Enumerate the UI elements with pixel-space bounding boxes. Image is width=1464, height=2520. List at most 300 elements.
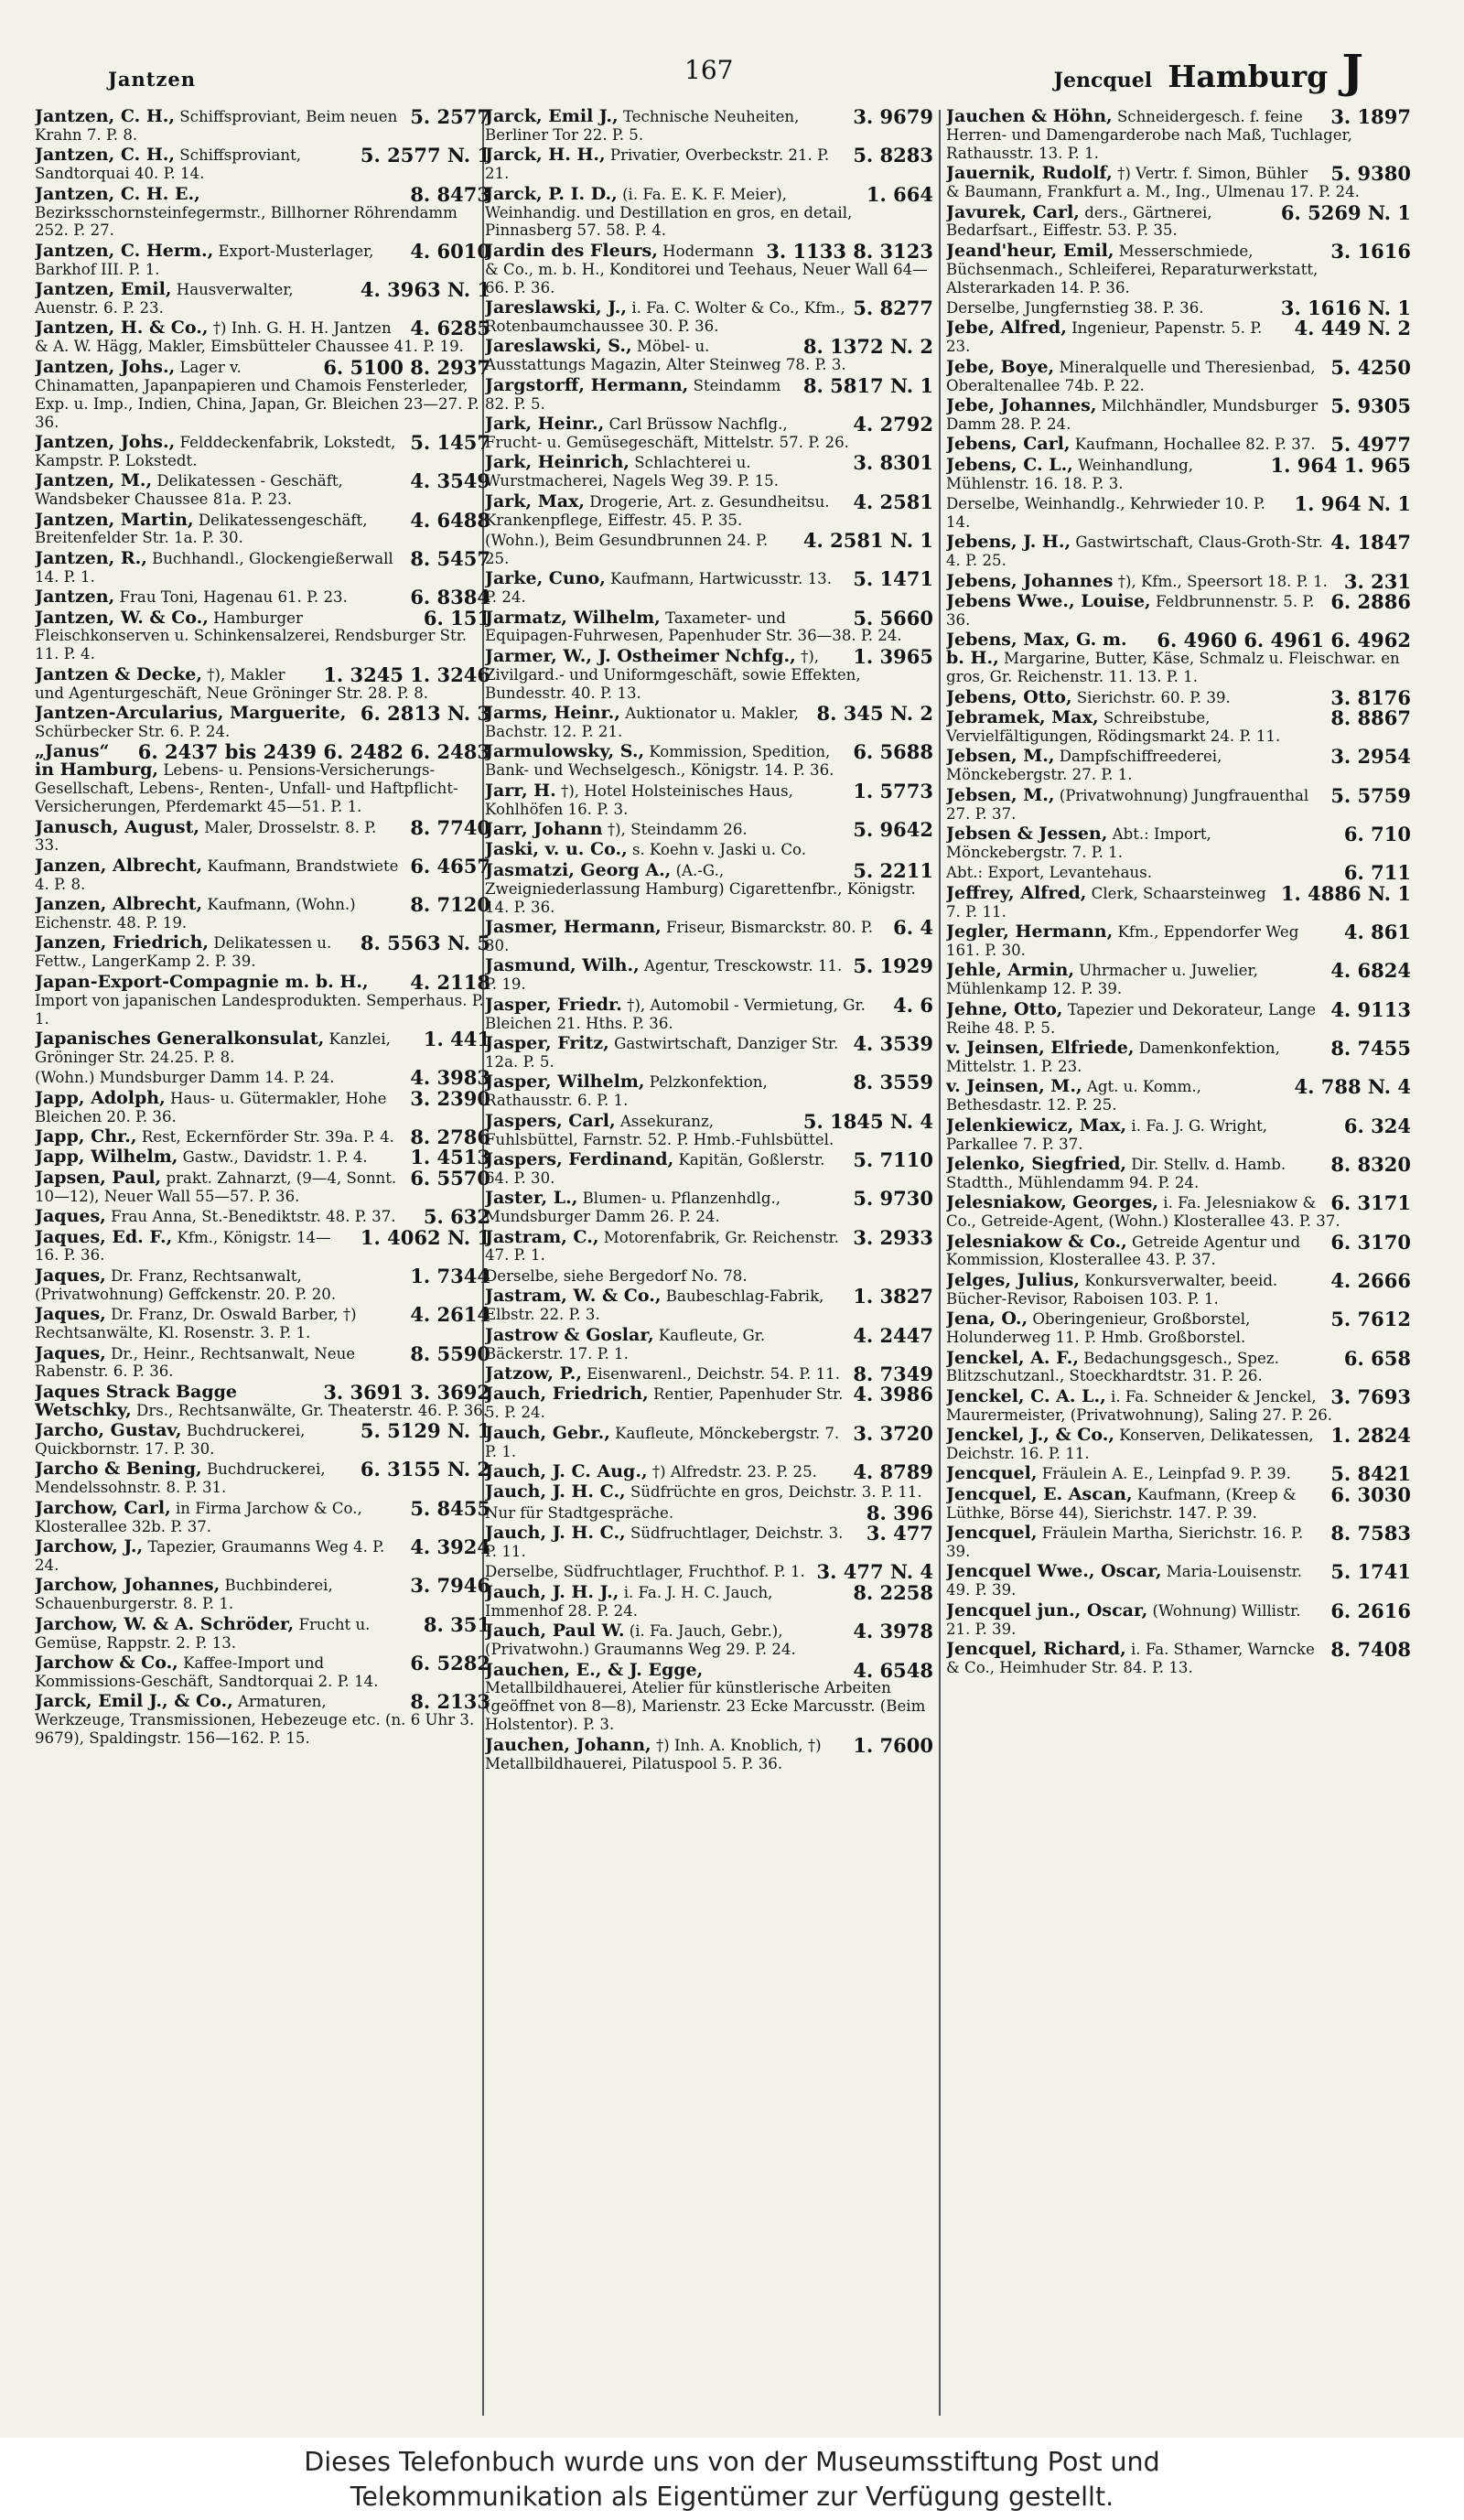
entry-details: Weinhandlung, Mühlenstr. 16. 18. P. 3. bbox=[946, 456, 1194, 492]
entry-name: Jena, O., bbox=[946, 1308, 1028, 1330]
directory-entry bbox=[35, 1225, 490, 1265]
entry-details: Schiffsproviant, Beim neuen Krahn 7. P. 8. bbox=[35, 108, 398, 144]
entry-details: (A.-G., Zweigniederlassung Hamburg) Cigarettenfbr., Königstr. 14. P. 36. bbox=[485, 861, 916, 916]
entry-details: (Wohnung) Willistr. 21. P. 39. bbox=[946, 1601, 1301, 1638]
header-first-name: Jantzen bbox=[108, 68, 197, 91]
directory-entry bbox=[485, 1421, 933, 1461]
entry-name: Janusch, August, bbox=[35, 816, 199, 837]
entry-details: i. Fa. J. H. C. Jauch, Immenhof 28. P. 24. bbox=[485, 1583, 773, 1620]
phone-number: 6. 5570 bbox=[410, 1166, 490, 1190]
phone-number: 6. 151 bbox=[423, 606, 490, 630]
phone-number: 3. 1616 bbox=[1330, 239, 1411, 263]
phone-number: 4. 3986 bbox=[853, 1383, 933, 1406]
entry-details: Gastwirtschaft, Claus-Groth-Str. 4. P. 25. bbox=[946, 533, 1323, 570]
phone-number: 5. 8277 bbox=[853, 296, 933, 320]
phone-number: 8. 396 bbox=[866, 1501, 933, 1524]
directory-entry bbox=[485, 296, 933, 336]
entry-details: prakt. Zahnarzt, (9—4, Sonnt. 10—12), Neuer Wall 55—57. P. 36. bbox=[35, 1168, 397, 1205]
phone-number: 4. 6488 bbox=[410, 508, 490, 532]
phone-number: 4. 9113 bbox=[1330, 997, 1411, 1021]
directory-entry bbox=[35, 1086, 490, 1126]
entry-name: Jebsen, M., bbox=[946, 784, 1055, 805]
directory-entry bbox=[35, 546, 490, 587]
directory-entry bbox=[485, 993, 933, 1033]
directory-entry bbox=[35, 588, 490, 607]
phone-number: 3. 1616 N. 1 bbox=[1280, 296, 1411, 320]
directory-entry bbox=[946, 1462, 1411, 1486]
phone-number: 4. 3539 bbox=[853, 1032, 933, 1055]
entry-name: Jaques, bbox=[35, 1206, 106, 1227]
entry-details: Tapezier und Dekorateur, Lange Reihe 48. P. 5. bbox=[946, 1000, 1317, 1037]
phone-number: 8. 3559 bbox=[853, 1071, 933, 1094]
phone-number: 6. 4 bbox=[893, 916, 933, 940]
directory-entry bbox=[35, 355, 490, 432]
phone-number: 8. 1372 N. 2 bbox=[802, 335, 933, 359]
directory-entry bbox=[946, 433, 1411, 457]
entry-name: Janzen, Friedrich, bbox=[35, 932, 210, 953]
directory-entry bbox=[946, 1482, 1411, 1523]
phone-number: 6. 2886 bbox=[1330, 590, 1411, 614]
phone-number: 6. 5282 bbox=[410, 1652, 490, 1675]
entry-name: Jauchen, Johann, bbox=[485, 1734, 651, 1755]
entry-name: Japp, Adolph, bbox=[35, 1087, 166, 1108]
directory-entry bbox=[485, 818, 933, 842]
directory-entry bbox=[485, 1524, 933, 1561]
entry-details: Nur für Stadtgespräche. bbox=[485, 1503, 674, 1522]
entry-details: Abt.: Import, Mönckebergstr. 7. P. 1. bbox=[946, 825, 1211, 861]
directory-entry bbox=[946, 861, 1411, 885]
entry-name: Jarmatz, Wilhelm, bbox=[485, 607, 661, 628]
phone-number: 4. 6824 bbox=[1330, 959, 1411, 983]
phone-number: 6. 711 bbox=[1343, 861, 1411, 885]
entry-details: Delikatessengeschäft, Breitenfelder Str. 1a. P. 30. bbox=[35, 511, 368, 547]
phone-number: 8. 7455 bbox=[1330, 1037, 1411, 1060]
directory-entry bbox=[35, 1419, 490, 1459]
entry-name: Jastram, C., bbox=[485, 1226, 599, 1247]
directory-entry bbox=[485, 1032, 933, 1072]
entry-name: Jencquel, E. Ascan, bbox=[946, 1483, 1133, 1504]
entry-name: Jebsen & Jessen, bbox=[946, 824, 1108, 845]
directory-entry bbox=[485, 182, 933, 241]
phone-number: 6. 5100 8. 2937 bbox=[323, 355, 490, 379]
entry-details: Taxameter- und Equipagen-Fuhrwesen, Papenhuder Str. 36—38. P. 24. bbox=[485, 608, 902, 645]
directory-entry bbox=[946, 997, 1411, 1038]
header-city: Hamburg bbox=[1168, 59, 1329, 94]
directory-entry bbox=[485, 1323, 933, 1363]
phone-number: 4. 2666 bbox=[1330, 1268, 1411, 1292]
entry-details: Margarine, Butter, Käse, Schmalz u. Fleischwar. en gros, Gr. Reichenstr. 11. 13. P. 1. bbox=[946, 650, 1400, 686]
entry-details: Kaufmann, Hartwicusstr. 13. P. 24. bbox=[485, 570, 832, 607]
entry-details: Dir. Stellv. d. Hamb. Stadtth., Mühlendamm 94. P. 24. bbox=[946, 1155, 1286, 1191]
entry-details: Schlachterei u. Wurstmacherei, Nagels Weg 39. P. 15. bbox=[485, 454, 779, 490]
entry-details: Messerschmiede, Büchsenmach., Schleiferei, Reparaturwerkstatt, Alsterarkaden 14. P. 36. bbox=[946, 242, 1319, 296]
entry-details: Möbel- u. Ausstattungs Magazin, Alter Steinweg 78. P. 3. bbox=[485, 338, 846, 374]
entry-details: Schneidergesch. f. feine Herren- und Damengarderobe nach Maß, Tuchlager, Rathausstr. 13. P. 1. bbox=[946, 108, 1352, 162]
entry-name: Jantzen, Martin, bbox=[35, 509, 194, 530]
directory-entry bbox=[35, 239, 490, 279]
entry-details: Drogerie, Art. z. Gesundheitsu. Krankenpflege, Eiffestr. 45. P. 35. bbox=[485, 492, 830, 529]
entry-details: in Firma Jarchow & Co., Klosterallee 32b. P. 37. bbox=[35, 1499, 362, 1535]
entry-name: Jebens, Johannes bbox=[946, 570, 1114, 591]
directory-entry bbox=[946, 1310, 1411, 1347]
phone-number: 1. 964 N. 1 bbox=[1294, 492, 1411, 516]
phone-number: 8. 7349 bbox=[853, 1362, 933, 1385]
phone-number: 5. 2211 bbox=[853, 858, 933, 882]
directory-entry bbox=[946, 569, 1411, 593]
phone-number: 3. 2390 bbox=[410, 1086, 490, 1110]
directory-entry bbox=[485, 1459, 933, 1483]
phone-number: 3. 2954 bbox=[1330, 745, 1411, 769]
directory-entry bbox=[946, 1424, 1411, 1463]
directory-entry bbox=[35, 1690, 490, 1748]
entry-name: Jarke, Cuno, bbox=[485, 568, 606, 589]
entry-details: Agt. u. Komm., Bethesdastr. 12. P. 25. bbox=[946, 1078, 1201, 1115]
phone-number: 1. 2824 bbox=[1330, 1424, 1411, 1448]
entry-details: Frau Toni, Hagenau 61. P. 23. bbox=[119, 588, 348, 607]
entry-details: Dr. Franz, Dr. Oswald Barber, †) Rechtsanwälte, Kl. Rosenstr. 3. P. 1. bbox=[35, 1306, 357, 1342]
entry-details: Buchdruckerei, Mendelssohnstr. 8. P. 31. bbox=[35, 1460, 326, 1497]
entry-details: Pelzkonfektion, Rathausstr. 6. P. 1. bbox=[485, 1073, 768, 1110]
entry-details: Südfrüchte en gros, Deichstr. 3. P. 11. bbox=[630, 1483, 922, 1502]
entry-details: (Privatwohnung) Jungfrauenthal 27. P. 37. bbox=[946, 786, 1309, 823]
entry-details: Fräulein Martha, Sierichstr. 16. P. 39. bbox=[946, 1524, 1304, 1561]
directory-entry bbox=[485, 1733, 933, 1773]
entry-details: (Wohn.) Mundsburger Damm 14. P. 24. bbox=[35, 1069, 335, 1087]
entry-name: Jarmulowsky, S., bbox=[485, 741, 645, 762]
phone-number: 8. 7583 bbox=[1330, 1522, 1411, 1545]
entry-details: Carl Brüssow Nachflg., Frucht- u. Gemüsegeschäft, Mittelstr. 57. P. 26. bbox=[485, 415, 849, 451]
directory-entry bbox=[485, 841, 933, 859]
entry-name: Jaques, bbox=[35, 1265, 106, 1286]
entry-name: Jarck, P. I. D., bbox=[485, 183, 618, 204]
phone-number: 5. 9642 bbox=[853, 818, 933, 842]
directory-entry bbox=[946, 923, 1411, 960]
entry-details: Derselbe, Südfruchtlager, Fruchthof. P. 1. bbox=[485, 1563, 805, 1581]
directory-entry bbox=[946, 1191, 1411, 1231]
directory-entry bbox=[946, 1346, 1411, 1386]
phone-number: 4. 3983 bbox=[410, 1066, 490, 1090]
entry-name: Jasmer, Hermann, bbox=[485, 917, 662, 938]
directory-entry bbox=[485, 1267, 933, 1286]
directory-entry bbox=[485, 740, 933, 780]
entry-details: i. Fa. J. G. Wright, Parkallee 7. P. 37. bbox=[946, 1116, 1268, 1153]
entry-name: Jantzen, R., bbox=[35, 547, 147, 568]
entry-name: Japanisches Generalkonsulat, bbox=[35, 1028, 325, 1049]
directory-entry bbox=[946, 1524, 1411, 1561]
directory-entry bbox=[946, 783, 1411, 824]
phone-number: 4. 861 bbox=[1343, 921, 1411, 944]
entry-name: Jantzen & Decke, bbox=[35, 663, 202, 684]
phone-number: 8. 7408 bbox=[1330, 1638, 1411, 1662]
footer-line-2: Telekommunikation als Eigentümer zur Verfügung gestellt. bbox=[350, 2482, 1114, 2512]
directory-entry bbox=[946, 959, 1411, 998]
phone-number: 8. 7120 bbox=[410, 893, 490, 917]
header-letter: J bbox=[1341, 44, 1363, 98]
listing-column-1 bbox=[35, 108, 490, 2423]
entry-name: Jauch, J. C. Aug., bbox=[485, 1460, 648, 1481]
entry-name: Jarr, Johann bbox=[485, 819, 603, 840]
phone-number: 8. 7740 bbox=[410, 815, 490, 839]
directory-entry bbox=[485, 1225, 933, 1265]
directory-entry bbox=[485, 373, 933, 414]
entry-details: Damenkonfektion, Mittelstr. 1. P. 23. bbox=[946, 1039, 1280, 1075]
entry-name: Jenckel, C. A. L., bbox=[946, 1385, 1106, 1406]
directory-entry bbox=[946, 1384, 1411, 1425]
directory-entry bbox=[35, 702, 490, 741]
entry-name: Jargstorff, Hermann, bbox=[485, 374, 689, 395]
phone-number: 5. 8455 bbox=[410, 1496, 490, 1520]
phone-number: 8. 2133 bbox=[410, 1690, 490, 1714]
entry-details: s. Koehn v. Jaski u. Co. bbox=[631, 841, 807, 859]
phone-number: 4. 6285 bbox=[410, 317, 490, 340]
entry-details: Oberingenieur, Großborstel, Holunderweg 11. P. Hmb. Großborstel. bbox=[946, 1310, 1251, 1347]
entry-name: Japp, Chr., bbox=[35, 1126, 137, 1147]
phone-number: 4. 6548 bbox=[853, 1658, 933, 1682]
phone-number: 1. 5773 bbox=[853, 779, 933, 802]
listing-column-3 bbox=[946, 108, 1411, 2423]
directory-entry bbox=[946, 1560, 1411, 1599]
entry-details: Derselbe, Weinhandlg., Kehrwieder 10. P. 14. bbox=[946, 495, 1265, 532]
entry-name: Jarchow, J., bbox=[35, 1536, 144, 1557]
entry-name: Jebens, Otto, bbox=[946, 686, 1072, 707]
directory-entry bbox=[485, 1501, 933, 1524]
entry-name: Jebens, J. H., bbox=[946, 532, 1071, 553]
phone-number: 5. 4250 bbox=[1330, 355, 1411, 379]
entry-name: Jasmund, Wilh., bbox=[485, 955, 640, 976]
entry-name: Jark, Heinr., bbox=[485, 414, 605, 434]
entry-name: Janzen, Albrecht, bbox=[35, 894, 203, 915]
entry-details: Kapitän, Goßlerstr. 64. P. 30. bbox=[485, 1150, 825, 1187]
phone-number: 6. 3155 N. 2 bbox=[360, 1458, 490, 1481]
directory-entry bbox=[946, 296, 1411, 320]
entry-details: Frucht u. Gemüse, Rappstr. 2. P. 13. bbox=[35, 1615, 371, 1652]
entry-details: Schiffsproviant, Sandtorquai 40. P. 14. bbox=[35, 146, 302, 183]
directory-entry bbox=[485, 1362, 933, 1385]
phone-number: 8. 8320 bbox=[1330, 1152, 1411, 1176]
phone-number: 6. 4960 6. 4961 6. 4962 bbox=[1157, 629, 1411, 652]
entry-details: Kaufleute, Gr. Bäckerstr. 17. P. 1. bbox=[485, 1326, 766, 1362]
directory-entry bbox=[35, 1654, 490, 1691]
directory-entry bbox=[35, 1341, 490, 1382]
entry-details: Schreibstube, Vervielfältigungen, Rödingsmarkt 24. P. 11. bbox=[946, 709, 1281, 745]
phone-number: 1. 4062 N. 1 bbox=[360, 1225, 490, 1249]
phone-number: 5. 2577 N. 1 bbox=[360, 144, 490, 167]
entry-name: Javurek, Carl, bbox=[946, 201, 1080, 222]
entry-name: Jasmatzi, Georg A., bbox=[485, 859, 672, 880]
entry-name: Jehne, Otto, bbox=[946, 998, 1063, 1019]
directory-entry bbox=[485, 1109, 933, 1149]
directory-entry bbox=[946, 685, 1411, 709]
entry-name: Jencquel, bbox=[946, 1463, 1038, 1484]
entry-name: Jauch, J. H. C., bbox=[485, 1481, 626, 1502]
directory-entry bbox=[946, 745, 1411, 784]
directory-entry bbox=[485, 108, 933, 145]
entry-name: Jardin des Fleurs, bbox=[485, 240, 658, 261]
phone-number: 3. 9679 bbox=[853, 108, 933, 128]
phone-number: 8. 8867 bbox=[1330, 706, 1411, 730]
directory-entry bbox=[946, 162, 1411, 201]
entry-details: Rest, Eckernförder Str. 39a. P. 4. bbox=[141, 1128, 394, 1147]
phone-number: 4. 3978 bbox=[853, 1620, 933, 1643]
entry-name: Jantzen, Emil, bbox=[35, 279, 172, 300]
entry-name: Jarms, Heinr., bbox=[485, 703, 620, 724]
phone-number: 3. 231 bbox=[1343, 569, 1411, 593]
entry-name: Jeand'heur, Emil, bbox=[946, 240, 1114, 261]
page-number: 167 bbox=[684, 55, 734, 85]
directory-entry bbox=[946, 1230, 1411, 1270]
directory-entry bbox=[35, 508, 490, 548]
entry-name: Jelges, Julius, bbox=[946, 1269, 1080, 1290]
phone-number: 4. 8789 bbox=[853, 1459, 933, 1483]
phone-number: 3. 8301 bbox=[853, 451, 933, 475]
entry-details: Kaufmann, Hochallee 82. P. 37. bbox=[1074, 436, 1316, 454]
directory-entry bbox=[485, 335, 933, 374]
directory-entry bbox=[485, 1483, 933, 1502]
directory-entry bbox=[485, 858, 933, 917]
entry-details: Uhrmacher u. Juwelier, Mühlenkamp 12. P. 39. bbox=[946, 962, 1258, 998]
directory-entry bbox=[946, 825, 1411, 862]
phone-number: 6. 324 bbox=[1343, 1114, 1411, 1137]
entry-name: Jasper, Fritz, bbox=[485, 1033, 609, 1053]
phone-number: 5. 5660 bbox=[853, 606, 933, 630]
entry-details: Maria-Louisenstr. 49. P. 39. bbox=[946, 1563, 1302, 1599]
entry-details: Kanzlei, Gröninger Str. 24.25. P. 8. bbox=[35, 1030, 391, 1066]
directory-entry bbox=[485, 916, 933, 955]
entry-name: Jebe, Johannes, bbox=[946, 395, 1097, 416]
entry-details: Agentur, Tresckowstr. 11. P. 19. bbox=[485, 957, 843, 994]
directory-entry bbox=[35, 740, 490, 816]
entry-details: Technische Neuheiten, Berliner Tor 22. P. 5. bbox=[485, 108, 800, 144]
phone-number: 4. 2581 bbox=[853, 490, 933, 513]
phone-number: 1. 7600 bbox=[853, 1733, 933, 1757]
directory-entry bbox=[35, 893, 490, 932]
directory-entry bbox=[35, 108, 490, 145]
phone-number: 5. 632 bbox=[423, 1205, 490, 1229]
entry-details: Hamburger Fleischkonserven u. Schinkensalzerei, Rendsburger Str. 11. P. 4. bbox=[35, 608, 468, 663]
phone-number: 1. 3827 bbox=[853, 1285, 933, 1308]
entry-details: Kaufmann, (Kreep & Lüthke, Börse 44), Sierichstr. 147. P. 39. bbox=[946, 1485, 1297, 1522]
phone-number: 4. 6010 bbox=[410, 239, 490, 263]
entry-details: †), Automobil - Vermietung, Gr. Bleichen 21. Hths. P. 36. bbox=[485, 996, 866, 1032]
directory-entry bbox=[35, 1066, 490, 1090]
phone-number: 4. 3924 bbox=[410, 1535, 490, 1559]
entry-details: i. Fa. Jelesniakow & Co., Getreide-Agent, (Wohn.) Klosterallee 43. P. 37. bbox=[946, 1194, 1340, 1231]
footer-line-1: Dieses Telefonbuch wurde uns von der Museumsstiftung Post und bbox=[304, 2447, 1160, 2477]
phone-number: 3. 7693 bbox=[1330, 1384, 1411, 1408]
entry-name: Jastrow & Goslar, bbox=[485, 1324, 654, 1345]
entry-name: Jebsen, M., bbox=[946, 746, 1055, 767]
directory-entry bbox=[946, 1152, 1411, 1192]
entry-details: Drs., Rechtsanwälte, Gr. Theaterstr. 46. P. 36. bbox=[136, 1401, 489, 1419]
entry-name: Jantzen, C. H. E., bbox=[35, 183, 200, 204]
entry-name: Jaques Strack Bagge Wetschky, bbox=[35, 1381, 237, 1420]
entry-details: Konserven, Delikatessen, Deichstr. 16. P. 11. bbox=[946, 1427, 1314, 1463]
entry-name: Jelenkiewicz, Max, bbox=[946, 1115, 1127, 1136]
entry-details: Schürbecker Str. 6. P. 24. bbox=[35, 723, 231, 740]
entry-details: Motorenfabrik, Gr. Reichenstr. 47. P. 1. bbox=[485, 1228, 839, 1265]
directory-entry bbox=[946, 355, 1411, 395]
entry-details: Derselbe, Jungfernstieg 38. P. 36. bbox=[946, 299, 1204, 318]
entry-name: Jaster, L., bbox=[485, 1188, 578, 1209]
directory-entry bbox=[946, 200, 1411, 241]
phone-number: 3. 7946 bbox=[410, 1574, 490, 1598]
entry-name: Jauchen & Höhn, bbox=[946, 108, 1113, 126]
entry-details: Tapezier, Graumanns Weg 4. P. 24. bbox=[35, 1538, 385, 1574]
phone-number: 4. 2792 bbox=[853, 413, 933, 436]
entry-details: Assekuranz, Fuhlsbüttel, Farnstr. 52. P. Hmb.-Fuhlsbüttel. bbox=[485, 1112, 834, 1148]
entry-details: Milchhändler, Mundsburger Damm 28. P. 24. bbox=[946, 397, 1319, 433]
entry-name: Jenckel, A. F., bbox=[946, 1347, 1079, 1368]
entry-name: Jebens, C. L., bbox=[946, 454, 1073, 475]
entry-name: Jauch, J. H. J., bbox=[485, 1581, 619, 1602]
entry-name: v. Jeinsen, Elfriede, bbox=[946, 1038, 1135, 1058]
entry-name: Jark, Max, bbox=[485, 490, 585, 512]
entry-details: Clerk, Schaarsteinweg 7. P. 11. bbox=[946, 884, 1266, 921]
entry-name: Jantzen-Arcularius, Marguerite, bbox=[35, 703, 347, 724]
phone-number: 5. 9305 bbox=[1330, 394, 1411, 418]
phone-number: 8. 2786 bbox=[410, 1125, 490, 1149]
phone-number: 5. 9380 bbox=[1330, 162, 1411, 186]
entry-details: Baubeschlag-Fabrik, Elbstr. 22. P. 3. bbox=[485, 1287, 824, 1324]
entry-name: Jauernik, Rudolf, bbox=[946, 163, 1113, 184]
entry-details: Dampfschiffreederei, Mönckebergstr. 27. P. 1. bbox=[946, 748, 1222, 784]
phone-number: 6. 4657 bbox=[410, 854, 490, 878]
directory-entry bbox=[35, 1148, 490, 1167]
entry-name: Jarck, H. H., bbox=[485, 145, 606, 166]
phone-number: 6. 5688 bbox=[853, 740, 933, 764]
entry-name: Jebens, Carl, bbox=[946, 434, 1071, 455]
entry-name: Jarr, H. bbox=[485, 780, 556, 801]
directory-entry bbox=[35, 1380, 490, 1420]
listing-column-2 bbox=[485, 108, 933, 2423]
entry-name: Jencquel jun., Oscar, bbox=[946, 1599, 1148, 1621]
header-right bbox=[1054, 44, 1363, 98]
entry-details: Feldbrunnenstr. 5. P. 36. bbox=[946, 593, 1315, 630]
entry-name: Jebramek, Max, bbox=[946, 707, 1099, 728]
directory-entry bbox=[485, 567, 933, 607]
header-last-name: Jencquel bbox=[1053, 69, 1153, 92]
phone-number: 5. 8421 bbox=[1330, 1462, 1411, 1486]
phone-number: 1. 441 bbox=[423, 1028, 490, 1050]
entry-name: Jarchow, Carl, bbox=[35, 1497, 171, 1518]
directory-entry bbox=[485, 451, 933, 490]
directory-entry bbox=[946, 631, 1411, 686]
entry-name: Jareslawski, J., bbox=[485, 297, 628, 318]
directory-entry bbox=[485, 644, 933, 703]
entry-name: Jatzow, P., bbox=[485, 1362, 582, 1384]
phone-number: 8. 351 bbox=[423, 1612, 490, 1636]
directory-entry bbox=[485, 528, 933, 568]
phone-number: 6. 8384 bbox=[410, 586, 490, 609]
entry-details: Metallbildhauerei, Atelier für künstlerische Arbeiten (geöffnet von 8—8), Marienstr. 23 Ecke Marcusstr. (Beim Holstentor). P. 3. bbox=[485, 1679, 926, 1734]
entry-details: †), Zivilgard.- und Uniformgeschäft, sowie Effekten, Bundesstr. 40. P. 13. bbox=[485, 647, 861, 702]
entry-details: Sierichstr. 60. P. 39. bbox=[1076, 688, 1231, 706]
phone-number: 6. 2437 bis 2439 6. 2482 6. 2483 bbox=[137, 740, 490, 764]
entry-details: Eisenwarenl., Deichstr. 54. P. 11. bbox=[587, 1364, 841, 1383]
entry-name: Jencquel, Richard, bbox=[946, 1639, 1126, 1660]
directory-entry bbox=[35, 815, 490, 856]
directory-entry bbox=[35, 1535, 490, 1575]
entry-details: i. Fa. C. Wolter & Co., Kfm., Rotenbaumchaussee 30. P. 36. bbox=[485, 299, 845, 335]
entry-details: Buchhandl., Glockengießerwall 14. P. 1. bbox=[35, 549, 393, 586]
phone-number: 8. 5457 bbox=[410, 546, 490, 570]
directory-entry bbox=[946, 108, 1411, 163]
column-divider bbox=[939, 110, 941, 2416]
directory-entry bbox=[946, 1268, 1411, 1308]
phone-number: 4. 1847 bbox=[1330, 531, 1411, 555]
entry-details: Südfruchtlager, Deichstr. 3. P. 11. bbox=[485, 1524, 844, 1561]
entry-name: Jebe, Alfred, bbox=[946, 318, 1067, 339]
